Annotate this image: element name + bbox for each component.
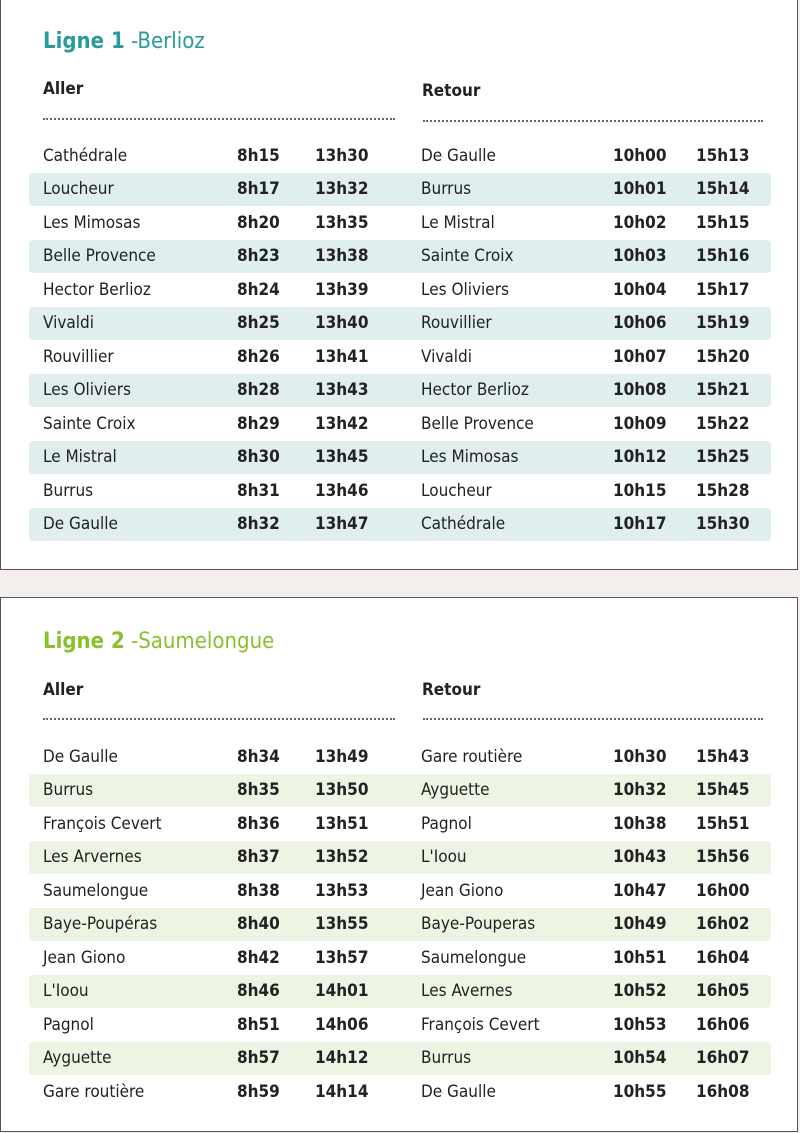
aller-time-morning: 8h26 — [237, 346, 280, 367]
table-row — [29, 1075, 771, 1109]
aller-stop: Les Oliviers — [43, 380, 131, 401]
retour-stop: De Gaulle — [421, 1081, 496, 1102]
line-1-aller-divider — [43, 118, 395, 120]
aller-time-morning: 8h35 — [237, 780, 280, 801]
aller-stop: Belle Provence — [43, 246, 156, 267]
aller-stop: Burrus — [43, 780, 94, 801]
retour-stop: François Cevert — [421, 1014, 540, 1035]
table-row — [29, 975, 771, 1009]
table-row — [29, 841, 771, 875]
retour-time-morning: 10h12 — [613, 447, 667, 468]
aller-time-afternoon: 13h46 — [315, 480, 369, 501]
aller-time-afternoon: 13h49 — [315, 746, 369, 767]
aller-stop: Rouvillier — [43, 346, 114, 367]
retour-stop: Gare routière — [421, 746, 523, 767]
aller-time-morning: 8h51 — [237, 1014, 280, 1035]
retour-stop: Les Oliviers — [421, 279, 509, 300]
line-1-title — [43, 29, 205, 54]
line-1-separator: - — [124, 29, 138, 54]
line-1-route: Berlioz — [137, 29, 205, 54]
retour-time-afternoon: 16h07 — [696, 1048, 750, 1069]
line-1-retour-header: Retour — [422, 81, 481, 101]
retour-time-afternoon: 15h17 — [696, 279, 750, 300]
table-row — [29, 307, 771, 341]
retour-stop: Sainte Croix — [421, 246, 514, 267]
table-row — [29, 173, 771, 207]
line-2-name: Ligne 2 — [43, 629, 125, 654]
retour-stop: Saumelongue — [421, 947, 527, 968]
aller-time-morning: 8h24 — [237, 279, 280, 300]
table-row — [29, 139, 771, 173]
aller-stop: De Gaulle — [43, 746, 118, 767]
retour-stop: Baye-Pouperas — [421, 914, 536, 935]
aller-time-morning: 8h59 — [237, 1081, 280, 1102]
aller-time-morning: 8h17 — [237, 179, 280, 200]
aller-stop: Saumelongue — [43, 880, 149, 901]
line-1-aller-header: Aller — [43, 79, 84, 99]
table-row — [29, 908, 771, 942]
table-row — [29, 508, 771, 542]
retour-time-morning: 10h06 — [613, 313, 667, 334]
retour-time-afternoon: 15h22 — [696, 413, 750, 434]
aller-stop: De Gaulle — [43, 514, 118, 535]
retour-stop: Les Mimosas — [421, 447, 519, 468]
aller-time-morning: 8h25 — [237, 313, 280, 334]
aller-time-afternoon: 13h42 — [315, 413, 369, 434]
table-row — [29, 407, 771, 441]
aller-stop: Les Mimosas — [43, 212, 141, 233]
retour-time-morning: 10h49 — [613, 914, 667, 935]
aller-time-morning: 8h23 — [237, 246, 280, 267]
aller-stop: Baye-Poupéras — [43, 914, 158, 935]
retour-stop: L'Ioou — [421, 847, 467, 868]
aller-time-morning: 8h42 — [237, 947, 280, 968]
retour-time-morning: 10h43 — [613, 847, 667, 868]
aller-time-morning: 8h34 — [237, 746, 280, 767]
line-1-retour-divider — [423, 120, 763, 122]
retour-time-morning: 10h17 — [613, 514, 667, 535]
line-2-aller-header: Aller — [43, 680, 84, 700]
retour-time-morning: 10h15 — [613, 480, 667, 501]
retour-stop: Vivaldi — [421, 346, 472, 367]
aller-time-morning: 8h38 — [237, 880, 280, 901]
retour-stop: Hector Berlioz — [421, 380, 529, 401]
aller-time-afternoon: 14h06 — [315, 1014, 369, 1035]
retour-time-morning: 10h52 — [613, 981, 667, 1002]
retour-time-afternoon: 15h56 — [696, 847, 750, 868]
retour-stop: Rouvillier — [421, 313, 492, 334]
retour-time-morning: 10h08 — [613, 380, 667, 401]
line-2-retour-header: Retour — [422, 680, 481, 700]
retour-time-morning: 10h07 — [613, 346, 667, 367]
retour-time-morning: 10h00 — [613, 145, 667, 166]
retour-stop: Belle Provence — [421, 413, 534, 434]
table-row — [29, 441, 771, 475]
retour-time-afternoon: 16h05 — [696, 981, 750, 1002]
aller-time-morning: 8h31 — [237, 480, 280, 501]
aller-time-morning: 8h36 — [237, 813, 280, 834]
aller-time-morning: 8h30 — [237, 447, 280, 468]
retour-time-afternoon: 16h00 — [696, 880, 750, 901]
table-row — [29, 941, 771, 975]
aller-stop: Loucheur — [43, 179, 114, 200]
retour-time-morning: 10h04 — [613, 279, 667, 300]
aller-stop: François Cevert — [43, 813, 162, 834]
table-row — [29, 240, 771, 274]
aller-time-morning: 8h32 — [237, 514, 280, 535]
retour-time-afternoon: 15h16 — [696, 246, 750, 267]
retour-time-afternoon: 15h13 — [696, 145, 750, 166]
aller-stop: Vivaldi — [43, 313, 94, 334]
aller-time-afternoon: 13h53 — [315, 880, 369, 901]
retour-time-afternoon: 15h43 — [696, 746, 750, 767]
aller-time-afternoon: 13h55 — [315, 914, 369, 935]
retour-time-afternoon: 15h28 — [696, 480, 750, 501]
aller-time-afternoon: 13h47 — [315, 514, 369, 535]
aller-stop: L'Ioou — [43, 981, 89, 1002]
aller-time-afternoon: 13h40 — [315, 313, 369, 334]
aller-time-afternoon: 13h57 — [315, 947, 369, 968]
aller-time-afternoon: 13h35 — [315, 212, 369, 233]
aller-stop: Cathédrale — [43, 145, 128, 166]
aller-time-morning: 8h40 — [237, 914, 280, 935]
line-1-rows — [29, 139, 771, 541]
aller-time-morning: 8h20 — [237, 212, 280, 233]
line-2-rows — [29, 740, 771, 1109]
aller-time-afternoon: 14h14 — [315, 1081, 369, 1102]
aller-time-afternoon: 13h41 — [315, 346, 369, 367]
retour-time-afternoon: 15h20 — [696, 346, 750, 367]
table-row — [29, 774, 771, 808]
aller-stop: Burrus — [43, 480, 94, 501]
retour-stop: De Gaulle — [421, 145, 496, 166]
retour-stop: Loucheur — [421, 480, 492, 501]
retour-time-morning: 10h32 — [613, 780, 667, 801]
table-row — [29, 807, 771, 841]
retour-time-afternoon: 16h08 — [696, 1081, 750, 1102]
retour-time-afternoon: 15h14 — [696, 179, 750, 200]
retour-time-morning: 10h53 — [613, 1014, 667, 1035]
retour-time-morning: 10h51 — [613, 947, 667, 968]
retour-time-afternoon: 15h21 — [696, 380, 750, 401]
retour-time-afternoon: 15h30 — [696, 514, 750, 535]
retour-time-afternoon: 16h06 — [696, 1014, 750, 1035]
retour-time-morning: 10h03 — [613, 246, 667, 267]
aller-time-afternoon: 13h45 — [315, 447, 369, 468]
table-row — [29, 740, 771, 774]
retour-stop: Les Avernes — [421, 981, 513, 1002]
table-row — [29, 374, 771, 408]
retour-time-morning: 10h38 — [613, 813, 667, 834]
aller-time-afternoon: 13h32 — [315, 179, 369, 200]
retour-time-afternoon: 16h02 — [696, 914, 750, 935]
aller-stop: Jean Giono — [43, 947, 126, 968]
table-row — [29, 340, 771, 374]
retour-stop: Ayguette — [421, 780, 490, 801]
line-2-route: Saumelongue — [138, 629, 275, 654]
retour-stop: Le Mistral — [421, 212, 495, 233]
aller-time-morning: 8h57 — [237, 1048, 280, 1069]
retour-time-morning: 10h02 — [613, 212, 667, 233]
aller-time-morning: 8h28 — [237, 380, 280, 401]
retour-time-afternoon: 15h25 — [696, 447, 750, 468]
table-row — [29, 273, 771, 307]
aller-time-afternoon: 13h52 — [315, 847, 369, 868]
retour-stop: Jean Giono — [421, 880, 504, 901]
aller-stop: Sainte Croix — [43, 413, 136, 434]
table-row — [29, 1008, 771, 1042]
line-1-name: Ligne 1 — [43, 29, 125, 54]
retour-time-morning: 10h09 — [613, 413, 667, 434]
table-row — [29, 874, 771, 908]
aller-time-afternoon: 13h39 — [315, 279, 369, 300]
aller-time-afternoon: 13h38 — [315, 246, 369, 267]
aller-time-afternoon: 13h43 — [315, 380, 369, 401]
retour-time-afternoon: 15h15 — [696, 212, 750, 233]
line-2-title — [43, 629, 274, 654]
retour-time-morning: 10h30 — [613, 746, 667, 767]
retour-stop: Cathédrale — [421, 514, 506, 535]
table-row — [29, 1042, 771, 1076]
aller-stop: Ayguette — [43, 1048, 112, 1069]
retour-stop: Burrus — [421, 179, 472, 200]
table-row — [29, 206, 771, 240]
retour-time-morning: 10h54 — [613, 1048, 667, 1069]
aller-time-afternoon: 13h50 — [315, 780, 369, 801]
aller-stop: Gare routière — [43, 1081, 145, 1102]
line-2-aller-divider — [43, 718, 395, 720]
retour-time-afternoon: 15h19 — [696, 313, 750, 334]
aller-stop: Les Arvernes — [43, 847, 142, 868]
aller-time-morning: 8h15 — [237, 145, 280, 166]
retour-stop: Pagnol — [421, 813, 472, 834]
aller-time-morning: 8h37 — [237, 847, 280, 868]
aller-stop: Pagnol — [43, 1014, 94, 1035]
aller-time-afternoon: 14h01 — [315, 981, 369, 1002]
retour-time-afternoon: 15h51 — [696, 813, 750, 834]
aller-stop: Le Mistral — [43, 447, 117, 468]
aller-time-afternoon: 14h12 — [315, 1048, 369, 1069]
retour-stop: Burrus — [421, 1048, 472, 1069]
line-2-retour-divider — [423, 718, 763, 720]
aller-time-afternoon: 13h30 — [315, 145, 369, 166]
aller-time-morning: 8h46 — [237, 981, 280, 1002]
line-2-timetable — [0, 597, 798, 1132]
aller-time-morning: 8h29 — [237, 413, 280, 434]
table-row — [29, 474, 771, 508]
line-2-separator: - — [124, 629, 139, 654]
retour-time-morning: 10h55 — [613, 1081, 667, 1102]
retour-time-morning: 10h47 — [613, 880, 667, 901]
retour-time-afternoon: 16h04 — [696, 947, 750, 968]
aller-stop: Hector Berlioz — [43, 279, 151, 300]
retour-time-afternoon: 15h45 — [696, 780, 750, 801]
retour-time-morning: 10h01 — [613, 179, 667, 200]
aller-time-afternoon: 13h51 — [315, 813, 369, 834]
